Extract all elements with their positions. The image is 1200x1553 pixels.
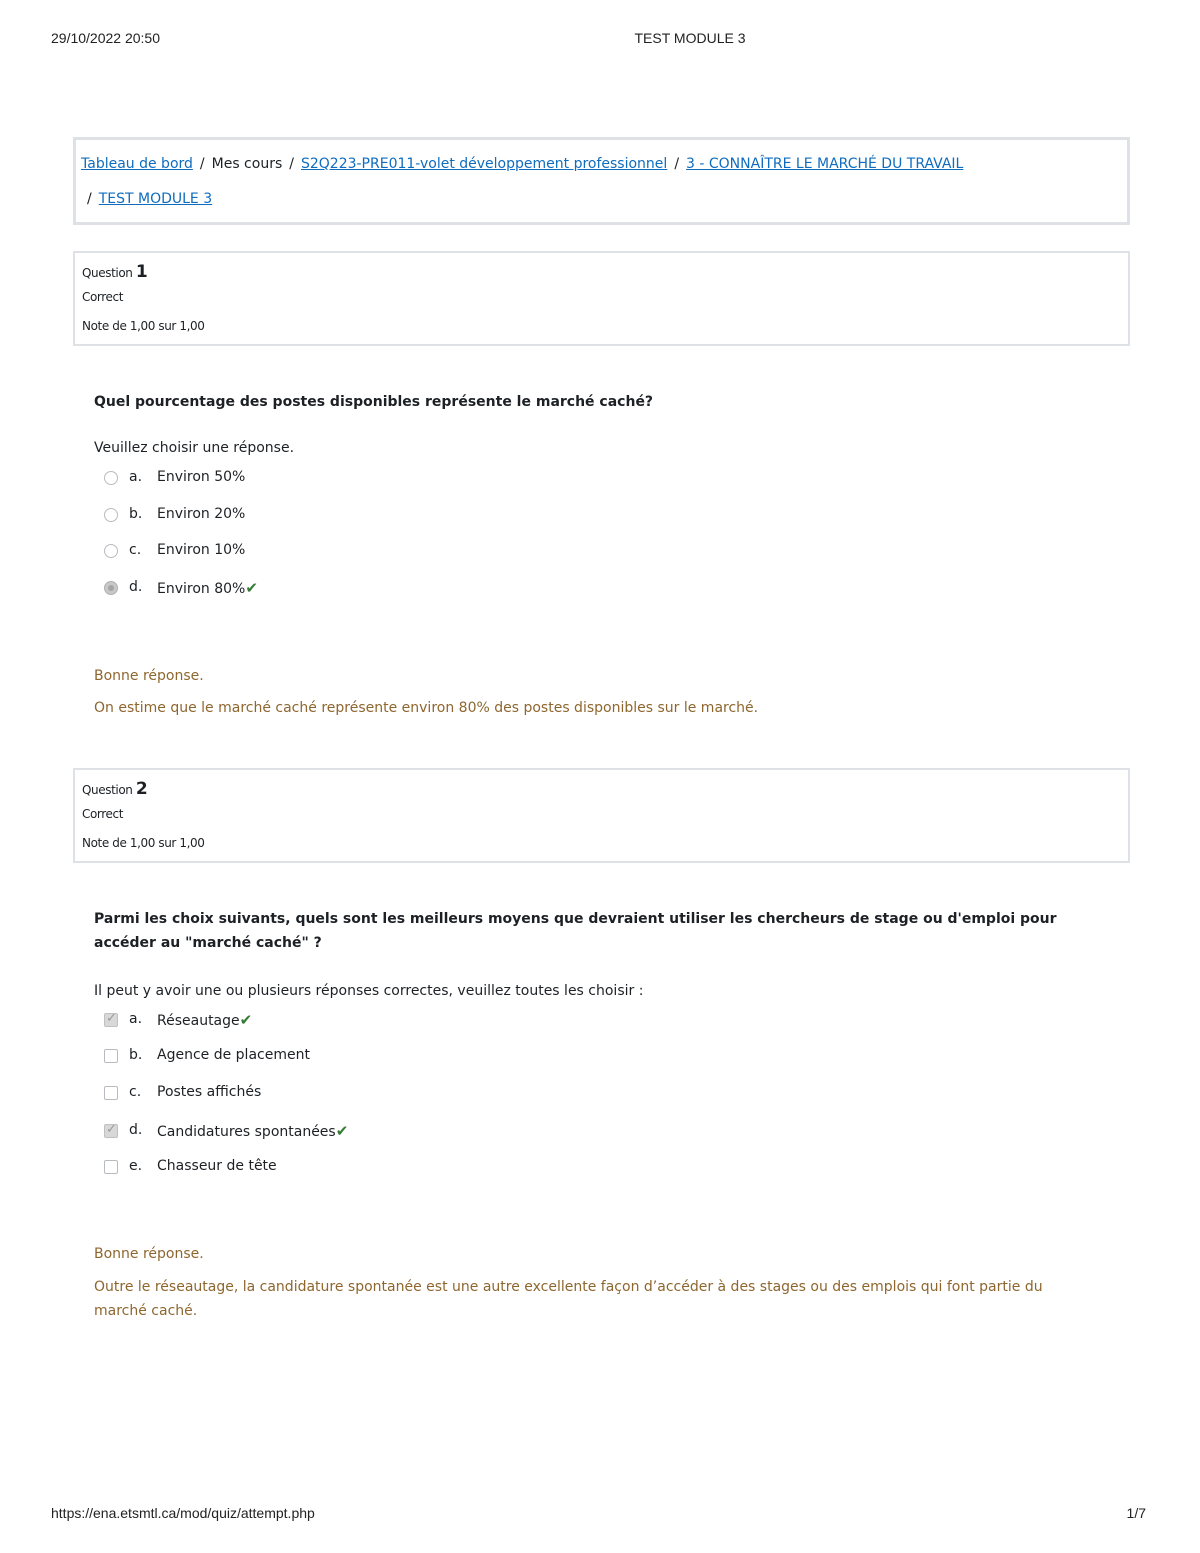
radio-button[interactable] bbox=[104, 508, 118, 522]
print-page-number: 1/7 bbox=[1126, 1505, 1146, 1521]
print-datetime: 29/10/2022 20:50 bbox=[51, 30, 160, 46]
option-label: Environ 20% bbox=[157, 506, 246, 522]
option-label: Chasseur de tête bbox=[157, 1158, 277, 1174]
correct-check-icon: ✔ bbox=[335, 1122, 349, 1140]
option-letter: b. bbox=[129, 506, 143, 522]
breadcrumb-section-link[interactable]: 3 - CONNAÎTRE LE MARCHÉ DU TRAVAIL bbox=[686, 156, 964, 172]
option-letter: d. bbox=[129, 1122, 143, 1138]
answer-prompt-2: Il peut y avoir une ou plusieurs réponses correctes, veuillez toutes les choisir : bbox=[94, 983, 644, 999]
question-grade: Note de 1,00 sur 1,00 bbox=[82, 836, 205, 850]
option-label: Environ 80% bbox=[157, 581, 246, 597]
breadcrumb-course-link[interactable]: S2Q223-PRE011-volet développement professionnel bbox=[300, 156, 668, 172]
breadcrumb bbox=[73, 137, 1130, 225]
question-state: Correct bbox=[82, 807, 123, 821]
option-letter: a. bbox=[129, 1011, 143, 1027]
question-label: Question bbox=[82, 783, 133, 797]
feedback-general-1: Bonne réponse. bbox=[94, 668, 204, 684]
radio-button-selected[interactable] bbox=[104, 581, 118, 595]
print-header bbox=[0, 30, 1200, 50]
question-text-2: Parmi les choix suivants, quels sont les meilleurs moyens que devraient utiliser les chercheurs de stage ou d'emploi pour accéder au "marché caché" ? bbox=[94, 911, 1057, 951]
option-label: Agence de placement bbox=[157, 1047, 310, 1063]
option-label: Environ 10% bbox=[157, 542, 246, 558]
question-label: Question bbox=[82, 266, 133, 280]
correct-check-icon: ✔ bbox=[239, 1011, 253, 1029]
option-label: Postes affichés bbox=[157, 1084, 262, 1100]
breadcrumb-separator: / bbox=[87, 191, 92, 207]
question-number: 2 bbox=[135, 779, 148, 799]
option-letter: a. bbox=[129, 469, 143, 485]
answer-prompt-1: Veuillez choisir une réponse. bbox=[94, 440, 295, 456]
checkbox[interactable] bbox=[104, 1086, 118, 1100]
breadcrumb-separator: / bbox=[289, 156, 294, 172]
option-label: Réseautage bbox=[157, 1013, 240, 1029]
breadcrumb-separator: / bbox=[199, 156, 205, 172]
question-info-1 bbox=[73, 251, 1130, 346]
option-label: Candidatures spontanées bbox=[157, 1124, 336, 1140]
radio-button[interactable] bbox=[104, 471, 118, 485]
question-info-2 bbox=[73, 768, 1130, 863]
checkbox-checked[interactable] bbox=[104, 1013, 118, 1027]
print-title: TEST MODULE 3 bbox=[634, 30, 746, 46]
option-letter: c. bbox=[129, 542, 142, 558]
checkbox-checked[interactable] bbox=[104, 1124, 118, 1138]
breadcrumb-my-courses: Mes cours bbox=[211, 156, 283, 172]
question-number: 1 bbox=[135, 262, 148, 282]
feedback-specific-2: Outre le réseautage, la candidature spontanée est une autre excellente façon d’accéder à des stages ou des emplois qui font partie du marché caché. bbox=[94, 1279, 1043, 1319]
breadcrumb-quiz-link[interactable]: TEST MODULE 3 bbox=[98, 191, 213, 207]
question-grade: Note de 1,00 sur 1,00 bbox=[82, 319, 205, 333]
option-letter: b. bbox=[129, 1047, 143, 1063]
option-label: Environ 50% bbox=[157, 469, 246, 485]
print-url: https://ena.etsmtl.ca/mod/quiz/attempt.php bbox=[51, 1505, 315, 1521]
breadcrumb-dashboard-link[interactable]: Tableau de bord bbox=[81, 156, 193, 172]
feedback-specific-1: On estime que le marché caché représente environ 80% des postes disponibles sur le marché. bbox=[94, 700, 759, 716]
option-letter: c. bbox=[129, 1084, 142, 1100]
feedback-general-2: Bonne réponse. bbox=[94, 1246, 204, 1262]
correct-check-icon: ✔ bbox=[245, 579, 258, 597]
question-text-1: Quel pourcentage des postes disponibles représente le marché caché? bbox=[94, 394, 654, 410]
question-state: Correct bbox=[82, 290, 123, 304]
radio-button[interactable] bbox=[104, 544, 118, 558]
option-letter: d. bbox=[129, 579, 143, 595]
print-footer bbox=[0, 1505, 1200, 1525]
checkbox[interactable] bbox=[104, 1049, 118, 1063]
breadcrumb-separator: / bbox=[674, 156, 680, 172]
option-letter: e. bbox=[129, 1158, 143, 1174]
checkbox[interactable] bbox=[104, 1160, 118, 1174]
